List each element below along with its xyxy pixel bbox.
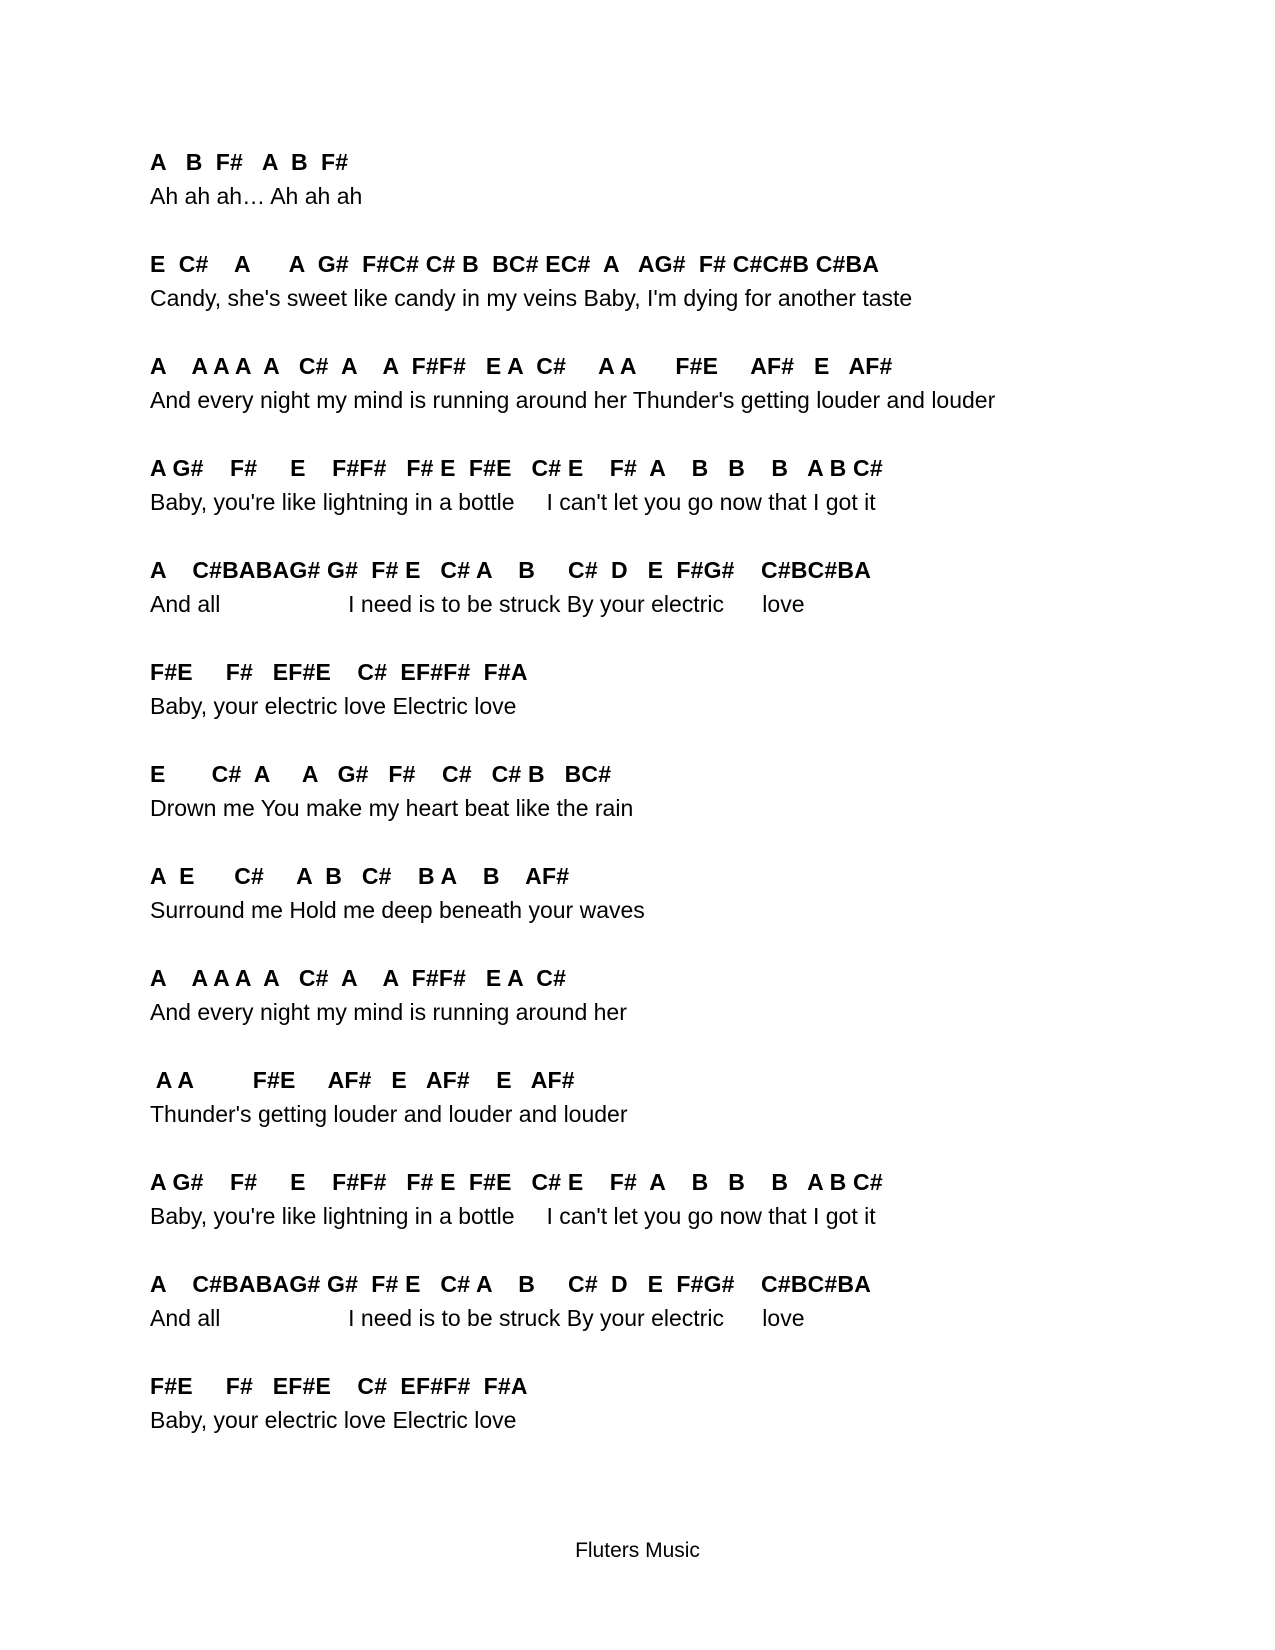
page-footer: Fluters Music	[575, 1539, 700, 1562]
lyric-line: And every night my mind is running around her Thunder's getting louder and louder	[150, 387, 996, 413]
lyric-line: And every night my mind is running around her	[150, 999, 627, 1025]
note-line: F#E F# EF#E C# EF#F# F#A	[150, 1373, 528, 1399]
note-line: A C#BABAG# G# F# E C# A B C# D E F#G# C#BC#BA	[150, 1271, 872, 1297]
note-line: A G# F# E F#F# F# E F#E C# E F# A B B B A B C#	[150, 1169, 883, 1195]
note-line: A A A A A C# A A F#F# E A C#	[150, 965, 567, 991]
lyric-line: Candy, she's sweet like candy in my veins Baby, I'm dying for another taste	[150, 285, 913, 311]
note-line: A C#BABAG# G# F# E C# A B C# D E F#G# C#BC#BA	[150, 557, 872, 583]
note-line: A A A A A C# A A F#F# E A C# A A F#E AF# E AF#	[150, 353, 893, 379]
note-line: A E C# A B C# B A B AF#	[150, 863, 570, 889]
lyric-line: Surround me Hold me deep beneath your waves	[150, 897, 645, 923]
lyric-line: And all I need is to be struck By your electric love	[150, 591, 805, 617]
note-line: E C# A A G# F# C# C# B BC#	[150, 761, 612, 787]
lyric-line: Thunder's getting louder and louder and louder	[150, 1101, 628, 1127]
lyric-line: Ah ah ah… Ah ah ah	[150, 183, 363, 209]
note-line: F#E F# EF#E C# EF#F# F#A	[150, 659, 528, 685]
note-line: A A F#E AF# E AF# E AF#	[150, 1067, 575, 1093]
note-line: A B F# A B F#	[150, 149, 349, 175]
note-line: E C# A A G# F#C# C# B BC# EC# A AG# F# C#C#B C#BA	[150, 251, 880, 277]
lyric-line: Baby, your electric love Electric love	[150, 1407, 517, 1433]
lyric-line: Drown me You make my heart beat like the rain	[150, 795, 634, 821]
note-line: A G# F# E F#F# F# E F#E C# E F# A B B B A B C#	[150, 455, 883, 481]
lyric-line: Baby, you're like lightning in a bottle I can't let you go now that I got it	[150, 489, 876, 515]
lyric-line: Baby, your electric love Electric love	[150, 693, 517, 719]
lyric-line: Baby, you're like lightning in a bottle I can't let you go now that I got it	[150, 1203, 876, 1229]
lyric-line: And all I need is to be struck By your electric love	[150, 1305, 805, 1331]
